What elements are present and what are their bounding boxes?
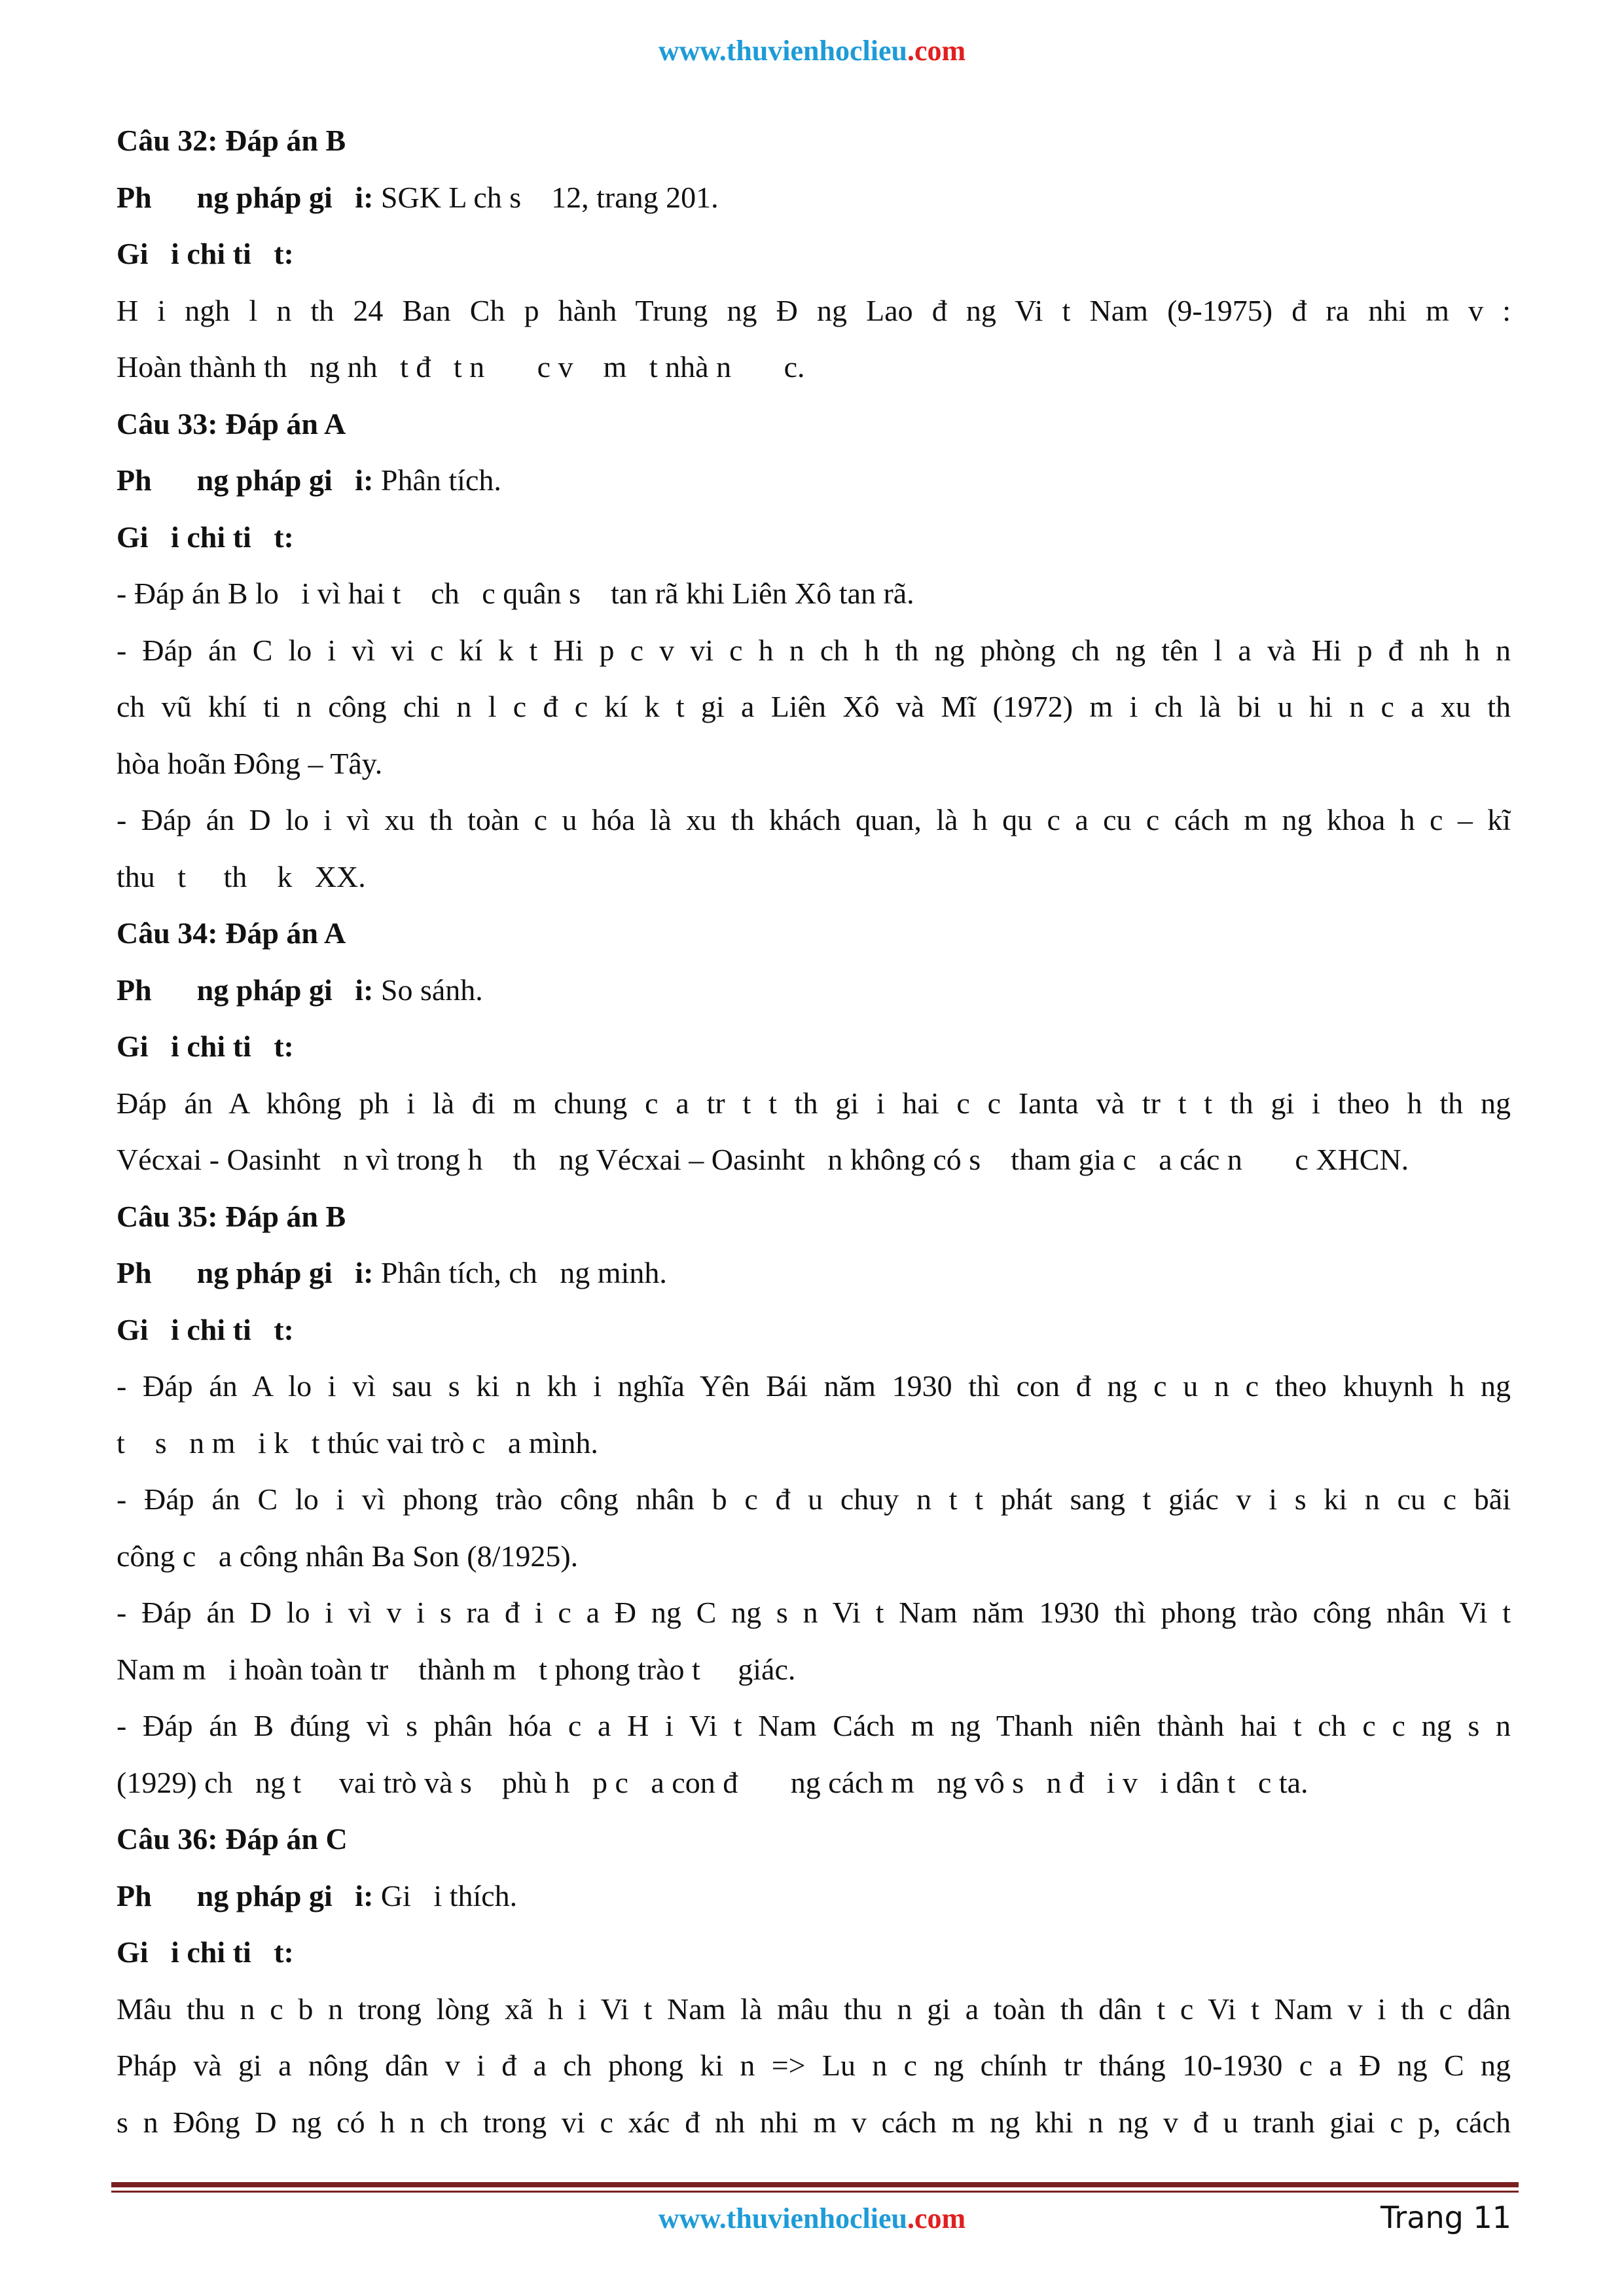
paragraph-line: Đáp án A không ph i là đi m chung c a tr t t th gi i hai c c Ianta và tr t t th gi i theo h th ng xyxy=(117,1086,1511,1120)
footer-divider xyxy=(111,2182,1519,2187)
paragraph-line: - Đáp án D lo i vì v i s ra đ i c a Đ ng C ng s n Vi t Nam năm 1930 thì phong trào công nhân Vi t xyxy=(117,1596,1511,1629)
question-heading: Câu 32: Đáp án B xyxy=(117,124,346,157)
paragraph-line: ch vũ khí ti n công chi n l c đ c kí k t gi a Liên Xô và Mĩ (1972) m i ch là bi u hi n c a xu th xyxy=(117,690,1511,723)
footer-link-domain: www.thuvienhoclieu xyxy=(658,2202,907,2234)
paragraph-line: (1929) ch ng t vai trò và s phù h p c a con đ ng cách m ng vô s n đ i v i dân t c ta. xyxy=(117,1765,1308,1799)
header-link-tld: .com xyxy=(907,35,966,67)
method-label: Ph ng pháp gi i: xyxy=(117,1878,374,1912)
paragraph-line: - Đáp án A lo i vì sau s ki n kh i nghĩa Yên Bái năm 1930 thì con đ ng c u n c theo khuynh h ng xyxy=(117,1369,1511,1403)
paragraph-line: Pháp và gi a nông dân v i đ a ch phong ki n => Lu n c ng chính tr tháng 10-1930 c a Đ ng C ng xyxy=(117,2049,1511,2082)
method-line xyxy=(117,962,1511,1019)
method-label: Ph ng pháp gi i: xyxy=(117,973,374,1007)
paragraph-line: - Đáp án C lo i vì phong trào công nhân b c đ u chuy n t t phát sang t giác v i s ki n cu c bãi xyxy=(117,1482,1511,1516)
method-text: Phân tích. xyxy=(373,463,501,497)
page-number: Trang 11 xyxy=(1380,2200,1511,2235)
paragraph-line: Vécxai - Oasinht n vì trong h th ng Vécxai – Oasinht n không có s tham gia c a các n c XHCN. xyxy=(117,1143,1409,1176)
method-line xyxy=(117,452,1511,509)
detail-heading: Gi i chi ti t: xyxy=(117,1935,294,1969)
method-text: Phân tích, ch ng minh. xyxy=(373,1256,667,1289)
paragraph-line: - Đáp án B đúng vì s phân hóa c a H i Vi t Nam Cách m ng Thanh niên thành hai t ch c c ng s n xyxy=(117,1709,1511,1742)
question-heading: Câu 36: Đáp án C xyxy=(117,1822,348,1856)
footer-link-tld: .com xyxy=(907,2202,966,2234)
paragraph-line: - Đáp án C lo i vì vi c kí k t Hi p c v vi c h n ch h th ng phòng ch ng tên l a và Hi p đ nh h n xyxy=(117,633,1511,667)
method-label: Ph ng pháp gi i: xyxy=(117,180,374,214)
document-body xyxy=(117,113,1511,2151)
method-line xyxy=(117,170,1511,226)
detail-heading: Gi i chi ti t: xyxy=(117,520,294,554)
paragraph-line: H i ngh l n th 24 Ban Ch p hành Trung ng Đ ng Lao đ ng Vi t Nam (9-1975) đ ra nhi m v : xyxy=(117,293,1511,327)
paragraph-line: Nam m i hoàn toàn tr thành m t phong trào t giác. xyxy=(117,1652,796,1686)
detail-heading: Gi i chi ti t: xyxy=(117,1312,294,1346)
paragraph-line: t s n m i k t thúc vai trò c a mình. xyxy=(117,1426,598,1460)
method-label: Ph ng pháp gi i: xyxy=(117,1256,374,1289)
method-line xyxy=(117,1868,1511,1925)
question-heading: Câu 33: Đáp án A xyxy=(117,406,346,440)
paragraph-line: Mâu thu n c b n trong lòng xã h i Vi t Nam là mâu thu n gi a toàn th dân t c Vi t Nam v i th c dân xyxy=(117,1992,1511,2026)
header-link-domain: www.thuvienhoclieu xyxy=(658,35,907,67)
method-label: Ph ng pháp gi i: xyxy=(117,463,374,497)
paragraph-line: công c a công nhân Ba Son (8/1925). xyxy=(117,1539,579,1573)
paragraph-line: s n Đông D ng có h n ch trong vi c xác đ nh nhi m v cách m ng khi n ng v đ u tranh giai c p, cách xyxy=(117,2105,1511,2139)
question-heading: Câu 35: Đáp án B xyxy=(117,1199,346,1233)
question-heading: Câu 34: Đáp án A xyxy=(117,916,346,950)
paragraph-line: hòa hoãn Đông – Tây. xyxy=(117,746,383,780)
paragraph-line: Hoàn thành th ng nh t đ t n c v m t nhà n c. xyxy=(117,350,805,384)
header-website-link[interactable] xyxy=(0,31,1624,71)
method-text: Gi i thích. xyxy=(373,1878,518,1912)
method-text: SGK L ch s 12, trang 201. xyxy=(373,180,719,214)
paragraph-line: - Đáp án B lo i vì hai t ch c quân s tan rã khi Liên Xô tan rã. xyxy=(117,577,914,610)
detail-heading: Gi i chi ti t: xyxy=(117,237,294,270)
paragraph-line: - Đáp án D lo i vì xu th toàn c u hóa là xu th khách quan, là h qu c a cu c cách m ng khoa h c – kĩ xyxy=(117,803,1511,836)
detail-heading: Gi i chi ti t: xyxy=(117,1030,294,1063)
method-line xyxy=(117,1245,1511,1302)
method-text: So sánh. xyxy=(373,973,483,1007)
footer-divider-thin xyxy=(111,2191,1519,2193)
paragraph-line: thu t th k XX. xyxy=(117,859,366,893)
